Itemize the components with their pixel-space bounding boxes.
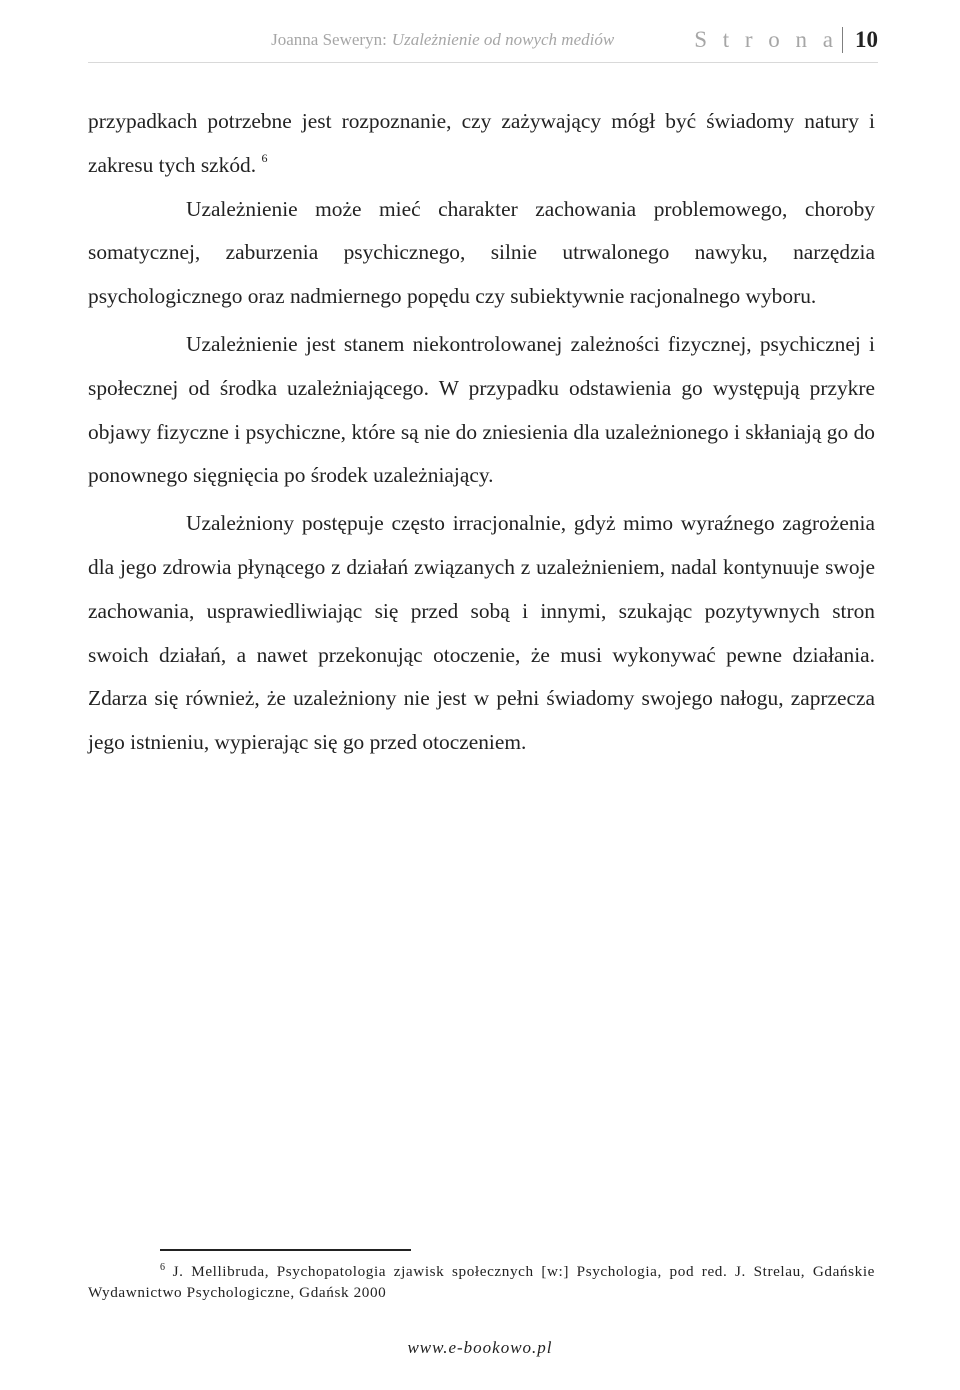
paragraph-1-text: przypadkach potrzebne jest rozpoznanie, czy zażywający mógł być świadomy natury i zakresu tych szkód. <box>88 109 875 177</box>
paragraph-4: Uzależniony postępuje często irracjonalnie, gdyż mimo wyraźnego zagrożenia dla jego zdrowia płynącego z działań związanych z uzależnieniem, nadal kontynuuje swoje zachowania, usprawiedliwiając się przed sobą i innymi, szukając pozytywnych stron swoich działań, a nawet przekonując otoczenie, że musi wykonywać pewne działania. Zdarza się również, że uzależniony nie jest w pełni świadomy swojego nałogu, zaprzecza jego istnieniu, wypierając się go przed otoczeniem. <box>88 511 875 755</box>
page-number: 10 <box>855 27 878 52</box>
paragraph-1 <box>88 100 875 188</box>
footnote-divider <box>160 1249 411 1251</box>
footnote-text: J. Mellibruda, Psychopatologia zjawisk społecznych [w:] Psychologia, pod red. J. Strelau, Gdańskie Wydawnictwo Psychologiczne, Gdańsk 2000 <box>88 1263 875 1301</box>
header-separator <box>842 27 843 53</box>
header-title: Uzależnienie od nowych mediów <box>391 30 615 49</box>
footnote-number: 6 <box>160 1262 165 1273</box>
footnote-reference[interactable]: 6 <box>261 150 268 165</box>
page-header <box>88 18 878 63</box>
body-text <box>88 100 875 765</box>
paragraph-2: Uzależnienie może mieć charakter zachowania problemowego, choroby somatycznej, zaburzenia psychicznego, silnie utrwalonego nawyku, narzędzia psychologicznego oraz nadmiernego popędu czy subiektywnie racjonalnego wyboru. <box>88 196 875 309</box>
footer-website[interactable]: www.e-bookowo.pl <box>407 1338 553 1357</box>
header-author: Joanna Seweryn: <box>271 30 387 49</box>
paragraph-3: Uzależnienie jest stanem niekontrolowanej zależności fizycznej, psychicznej i społecznej od środka uzależniającego. W przypadku odstawienia go występują przykre objawy fizyczne i psychiczne, które są nie do zniesienia dla uzależnionego i skłaniają go do ponownego sięgnięcia po środek uzależniający. <box>88 331 875 488</box>
header-page-label: S t r o n a <box>694 27 838 52</box>
footnote <box>88 1261 875 1303</box>
